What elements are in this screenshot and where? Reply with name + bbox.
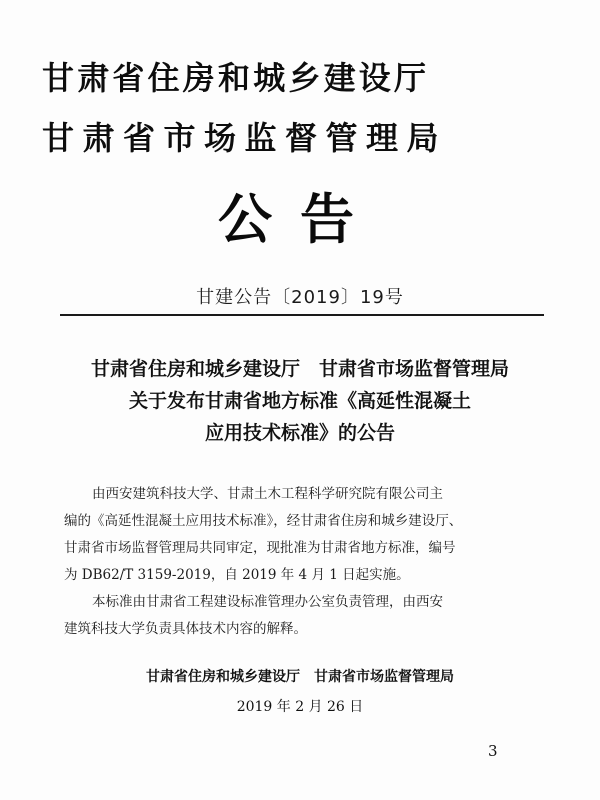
notice-headline-line-2: 关于发布甘肃省地方标准《高延性混凝土	[128, 390, 471, 412]
header-divider	[60, 314, 544, 316]
notice-headline-line-1: 甘肃省住房和城乡建设厅 甘肃省市场监督管理局	[90, 358, 509, 380]
body-line-4: 为 DB62/T 3159-2019，自 2019 年 4 月 1 日起实施。	[64, 567, 410, 583]
document-number: 甘建公告〔2019〕19号	[196, 287, 404, 308]
document-type-title: 公告	[218, 188, 382, 251]
body-line-6: 建筑科技大学负责具体技术内容的解释。	[64, 621, 307, 637]
body-line-1: 由西安建筑科技大学、甘肃土木工程科学研究院有限公司主	[92, 486, 443, 502]
issuer-line-1: 甘肃省住房和城乡建设厅	[42, 59, 430, 97]
page-number: 3	[488, 742, 498, 760]
signing-authorities: 甘肃省住房和城乡建设厅 甘肃省市场监督管理局	[146, 669, 454, 685]
issue-date: 2019 年 2 月 26 日	[236, 699, 364, 715]
issuer-line-2: 甘肃省市场监督管理局	[42, 119, 448, 157]
notice-headline-line-3: 应用技术标准》的公告	[204, 422, 395, 444]
body-line-2: 编的《高延性混凝土应用技术标准》，经甘肃省住房和城乡建设厅、	[64, 513, 463, 529]
body-line-3: 甘肃省市场监督管理局共同审定，现批准为甘肃省地方标准，编号	[64, 540, 456, 556]
body-line-5: 本标准由甘肃省工程建设标准管理办公室负责管理，由西安	[92, 594, 443, 610]
